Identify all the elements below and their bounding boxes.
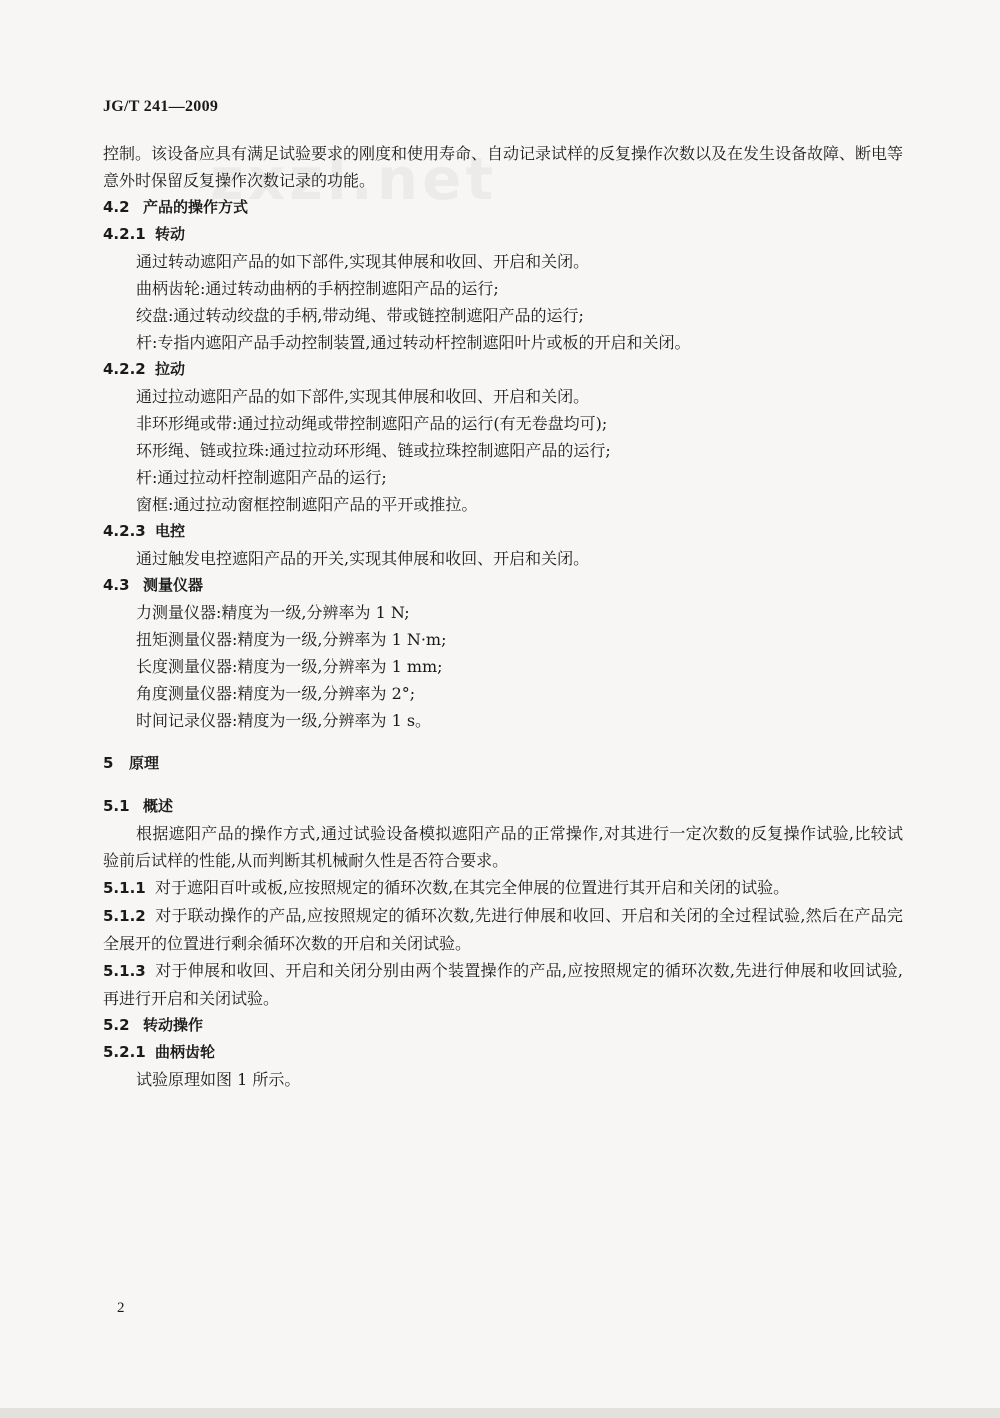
heading-4-2-3 xyxy=(103,518,903,545)
heading-number: 5.1 xyxy=(103,797,130,815)
heading-5 xyxy=(103,750,903,777)
paragraph: 根据遮阳产品的操作方式,通过试验设备模拟遮阳产品的正常操作,对其进行一定次数的反复操作试验,比较试验前后试样的性能,从而判断其机械耐久性是否符合要求。 xyxy=(103,824,903,870)
paragraph: 杆:通过拉动杆控制遮阳产品的运行; xyxy=(136,468,387,487)
heading-title: 拉动 xyxy=(155,360,186,378)
heading-number: 4.3 xyxy=(103,576,130,594)
paragraph: 窗框:通过拉动窗框控制遮阳产品的平开或推拉。 xyxy=(136,495,478,514)
paragraph: 通过拉动遮阳产品的如下部件,实现其伸展和收回、开启和关闭。 xyxy=(136,387,590,406)
heading-title: 产品的操作方式 xyxy=(143,198,249,216)
paragraph: 角度测量仪器:精度为一级,分辨率为 2°; xyxy=(136,684,416,703)
heading-5-2-1 xyxy=(103,1039,903,1066)
standard-code: JG/T 241—2009 xyxy=(103,98,219,115)
paragraph: 绞盘:通过转动绞盘的手柄,带动绳、带或链控制遮阳产品的运行; xyxy=(136,306,584,325)
paragraph: 力测量仪器:精度为一级,分辨率为 1 N; xyxy=(136,603,410,622)
paragraph: 通过转动遮阳产品的如下部件,实现其伸展和收回、开启和关闭。 xyxy=(136,252,590,271)
heading-title: 转动 xyxy=(155,225,186,243)
paragraph: 扭矩测量仪器:精度为一级,分辨率为 1 N·m; xyxy=(136,630,447,649)
heading-5-2 xyxy=(103,1012,903,1039)
clause-5-1-2 xyxy=(103,902,903,957)
heading-title: 电控 xyxy=(155,522,186,540)
paragraph: 试验原理如图 1 所示。 xyxy=(136,1070,301,1089)
page-content xyxy=(103,140,903,1093)
heading-4-2-2 xyxy=(103,356,903,383)
heading-number: 5.2.1 xyxy=(103,1043,146,1061)
clause-text: 对于伸展和收回、开启和关闭分别由两个装置操作的产品,应按照规定的循环次数,先进行伸展和收回试验,再进行开启和关闭试验。 xyxy=(103,961,903,1008)
clause-number: 5.1.3 xyxy=(103,962,146,980)
heading-number: 5.2 xyxy=(103,1016,130,1034)
heading-number: 5 xyxy=(103,754,114,772)
paragraph: 杆:专指内遮阳产品手动控制装置,通过转动杆控制遮阳叶片或板的开启和关闭。 xyxy=(136,333,691,352)
heading-title: 曲柄齿轮 xyxy=(155,1043,216,1061)
heading-number: 4.2.2 xyxy=(103,360,146,378)
spacer xyxy=(103,777,903,793)
paragraph: 非环形绳或带:通过拉动绳或带控制遮阳产品的运行(有无卷盘均可); xyxy=(136,414,608,433)
heading-title: 原理 xyxy=(129,754,160,772)
clause-number: 5.1.2 xyxy=(103,907,146,925)
heading-title: 概述 xyxy=(143,797,174,815)
intro-paragraph: 控制。该设备应具有满足试验要求的刚度和使用寿命、自动记录试样的反复操作次数以及在发生设备故障、断电等意外时保留反复操作次数记录的功能。 xyxy=(103,144,904,190)
heading-title: 转动操作 xyxy=(143,1016,204,1034)
clause-text: 对于遮阳百叶或板,应按照规定的循环次数,在其完全伸展的位置进行其开启和关闭的试验。 xyxy=(155,878,790,897)
clause-text: 对于联动操作的产品,应按照规定的循环次数,先进行伸展和收回、开启和关闭的全过程试验,然后在产品完全展开的位置进行剩余循环次数的开启和关闭试验。 xyxy=(103,906,903,953)
clause-5-1-1 xyxy=(103,874,903,902)
heading-title: 测量仪器 xyxy=(143,576,204,594)
clause-5-1-3 xyxy=(103,957,903,1012)
heading-4-2 xyxy=(103,194,903,221)
paragraph: 环形绳、链或拉珠:通过拉动环形绳、链或拉珠控制遮阳产品的运行; xyxy=(136,441,611,460)
page-bottom-edge xyxy=(0,1408,1000,1418)
paragraph: 通过触发电控遮阳产品的开关,实现其伸展和收回、开启和关闭。 xyxy=(136,549,590,568)
heading-number: 4.2.3 xyxy=(103,522,146,540)
heading-4-3 xyxy=(103,572,903,599)
clause-number: 5.1.1 xyxy=(103,879,146,897)
paragraph: 曲柄齿轮:通过转动曲柄的手柄控制遮阳产品的运行; xyxy=(136,279,499,298)
spacer xyxy=(103,734,903,750)
heading-5-1 xyxy=(103,793,903,820)
paragraph: 时间记录仪器:精度为一级,分辨率为 1 s。 xyxy=(136,711,432,730)
heading-number: 4.2.1 xyxy=(103,225,146,243)
paragraph: 长度测量仪器:精度为一级,分辨率为 1 mm; xyxy=(136,657,443,676)
heading-number: 4.2 xyxy=(103,198,130,216)
heading-4-2-1 xyxy=(103,221,903,248)
page-number: 2 xyxy=(117,1300,125,1316)
